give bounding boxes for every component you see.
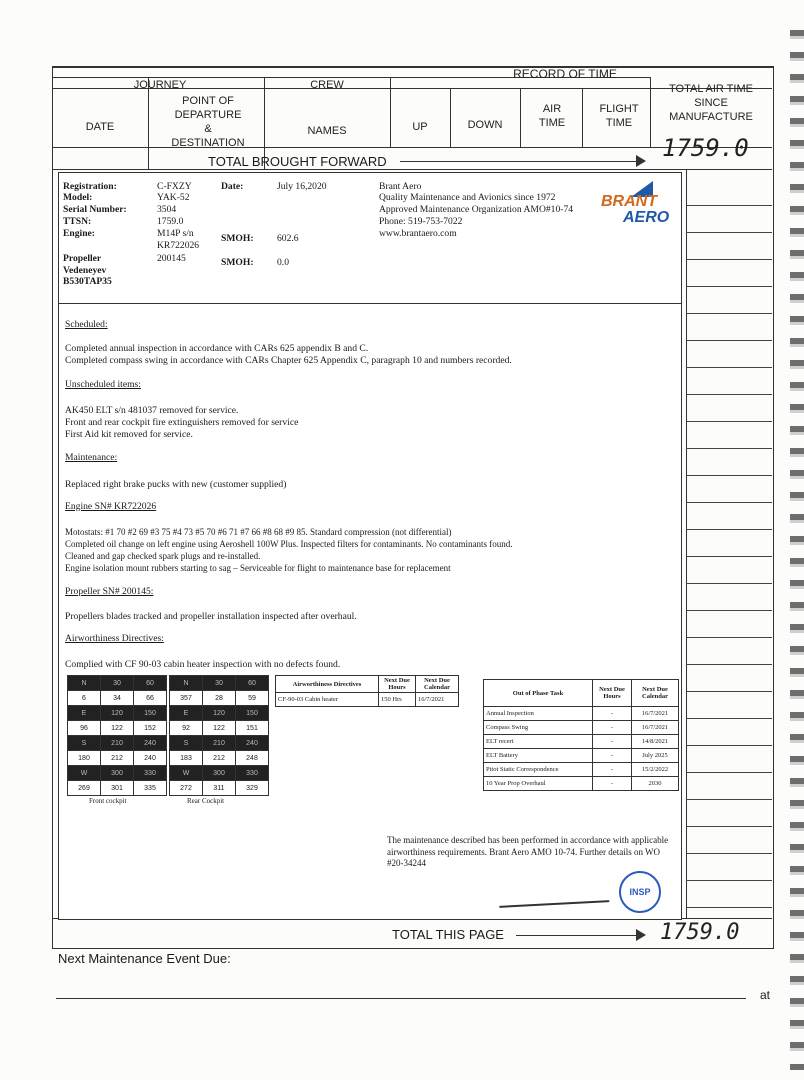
brant-aero-logo: BRANT AERO bbox=[601, 181, 673, 231]
scheduled-line: Completed annual inspection in accordance with CARs 625 appendix B and C. bbox=[65, 343, 369, 354]
spiral-binding bbox=[790, 30, 804, 1070]
maintenance-sticker bbox=[58, 172, 682, 920]
departure-header: POINT OF DEPARTURE & DESTINATION bbox=[171, 95, 245, 149]
down-header: DOWN bbox=[467, 119, 503, 131]
registration-label: Registration: bbox=[63, 181, 117, 192]
engine-line: Engine isolation mount rubbers starting to sag – Serviceable for flight to maintenance base for replacement bbox=[65, 563, 451, 573]
serial-value: 3504 bbox=[157, 204, 177, 215]
ttsn-label: TTSN: bbox=[63, 216, 92, 227]
rear-cockpit-label: Rear Cockpit bbox=[187, 797, 225, 805]
front-cockpit-label: Front cockpit bbox=[89, 797, 127, 805]
arrow-line bbox=[516, 935, 640, 936]
up-header: UP bbox=[412, 121, 428, 133]
signature bbox=[499, 888, 610, 908]
propeller-label: Propeller Vedeneyev B530TAP35 bbox=[63, 253, 112, 287]
engine-heading: Engine SN# KR722026 bbox=[65, 501, 157, 512]
maintenance-heading: Maintenance: bbox=[65, 452, 118, 463]
company-web: www.brantaero.com bbox=[379, 228, 457, 239]
certification-text: The maintenance described has been performed in accordance with applicable airworthiness requirements. Brant Aero AMO 10-74. Further details on WO #20-34244 bbox=[387, 835, 669, 868]
prop-smoh-value: 0.0 bbox=[277, 257, 289, 268]
total-air-time-header: TOTAL AIR TIME SINCE MANUFACTURE bbox=[669, 83, 753, 123]
registration-value: C-FXZY bbox=[157, 181, 192, 192]
next-maintenance-line bbox=[56, 998, 746, 999]
at-label: at bbox=[760, 988, 771, 1002]
engine-value: M14P s/n KR722026 bbox=[157, 228, 200, 251]
engine-smoh-label: SMOH: bbox=[221, 233, 254, 244]
unscheduled-line: AK450 ELT s/n 481037 removed for service. bbox=[65, 405, 239, 416]
engine-line: Completed oil change on left engine using Aeroshell 100W Plus. Inspected filters for contaminants. No contaminants found. bbox=[65, 539, 513, 549]
names-header: NAMES bbox=[307, 125, 347, 137]
prop-smoh-label: SMOH: bbox=[221, 257, 254, 268]
ad-table: Airworthiness Directives Next Due Hours Next Due Calendar CF-90-03 Cabin heater 150 Hrs 16/7/2021 bbox=[275, 675, 459, 707]
model-value: YAK-52 bbox=[157, 192, 190, 203]
engine-line: Cleaned and gap checked spark plugs and re-installed. bbox=[65, 551, 261, 561]
unscheduled-line: Front and rear cockpit fire extinguishers removed for service bbox=[65, 417, 299, 428]
unscheduled-heading: Unscheduled items: bbox=[65, 379, 141, 390]
engine-label: Engine: bbox=[63, 228, 95, 239]
total-this-page-label: TOTAL THIS PAGE bbox=[392, 927, 504, 942]
this-page-value: 1759.0 bbox=[660, 920, 740, 945]
engine-line: Motostats: #1 70 #2 69 #3 75 #4 73 #5 70 #6 71 #7 66 #8 68 #9 85. Standard compression (not differential) bbox=[65, 527, 452, 537]
insp-stamp: INSP bbox=[619, 871, 661, 913]
propeller-value: 200145 bbox=[157, 253, 186, 264]
air-time-header: AIR TIME bbox=[538, 103, 566, 129]
serial-label: Serial Number: bbox=[63, 204, 127, 215]
date-header: DATE bbox=[85, 121, 115, 133]
unscheduled-line: First Aid kit removed for service. bbox=[65, 429, 193, 440]
arrow-head-icon bbox=[636, 155, 646, 167]
ttsn-value: 1759.0 bbox=[157, 216, 184, 227]
engine-smoh-value: 602.6 bbox=[277, 233, 299, 244]
model-label: Model: bbox=[63, 192, 93, 203]
crew-header: CREW bbox=[310, 79, 344, 91]
company-line1: Quality Maintenance and Avionics since 1972 bbox=[379, 192, 556, 203]
ad-line: Complied with CF 90-03 cabin heater inspection with no defects found. bbox=[65, 659, 341, 670]
flight-time-header: FLIGHT TIME bbox=[599, 103, 639, 129]
rear-compass-table: N 30 60 357 28 59 E 120 150 92 122 151 S 210 240 183 212 248 W 300 330 272 311 329 bbox=[169, 675, 269, 796]
arrow-line bbox=[400, 161, 640, 162]
maintenance-line: Replaced right brake pucks with new (customer supplied) bbox=[65, 479, 287, 490]
date-value: July 16,2020 bbox=[277, 181, 327, 192]
out-of-phase-table: Out of Phase Task Next Due Hours Next Due Calendar Annual Inspection - 16/7/2021 Compass Swing - 16/7/2021 ELT recert - 14/8/2021 ELT Battery - July 2025 Pitot Static Correspondence - 15/2/2022 10 Year Prop Overhaul - 2030 bbox=[483, 679, 679, 791]
scheduled-line: Completed compass swing in accordance with CARs Chapter 625 Appendix C, paragraph 10 and numbers recorded. bbox=[65, 355, 512, 366]
record-of-time-header: RECORD OF TIME bbox=[513, 67, 617, 81]
scheduled-heading: Scheduled: bbox=[65, 319, 108, 330]
ad-heading: Airworthiness Directives: bbox=[65, 633, 164, 644]
date-label: Date: bbox=[221, 181, 244, 192]
company-phone: Phone: 519-753-7022 bbox=[379, 216, 463, 227]
company-name: Brant Aero bbox=[379, 181, 422, 192]
front-compass-table: N 30 60 6 34 66 E 120 150 96 122 152 S 210 240 180 212 240 W 300 330 269 301 335 bbox=[67, 675, 167, 796]
arrow-head-icon bbox=[636, 929, 646, 941]
propeller-heading: Propeller SN# 200145: bbox=[65, 586, 154, 597]
brought-forward-value: 1759.0 bbox=[662, 134, 749, 162]
next-maintenance-label: Next Maintenance Event Due: bbox=[58, 951, 231, 966]
total-brought-forward-label: TOTAL BROUGHT FORWARD bbox=[208, 154, 387, 169]
journey-header: JOURNEY bbox=[133, 79, 187, 91]
propeller-line: Propellers blades tracked and propeller installation inspected after overhaul. bbox=[65, 611, 357, 622]
company-line2: Approved Maintenance Organization AMO#10-74 bbox=[379, 204, 574, 215]
